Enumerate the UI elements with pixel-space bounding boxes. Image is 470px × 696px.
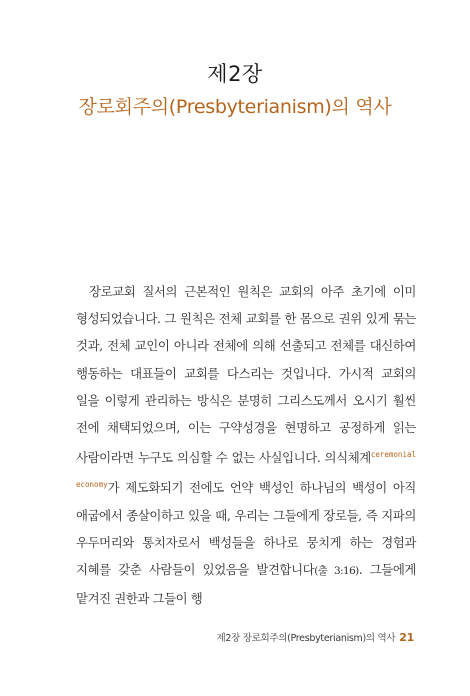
body-text-part-1: 장로교회 질서의 근본적인 원칙은 교회의 아주 초기에 이미 형성되었습니다. 그 원칙은 전체 교회를 한 몸으로 권위 있게 묶는 것과, 전체 교인이 아니라 전체에 의해 선출되고 전체를 대신하여 행동하는 대표들이 교회를 다스리는 것입니다. 가시적 교회의 일을 이렇게 관리하는 방식은 분명히 그리스도께서 오시기 훨씬 전에 채택되었으며, 이는 구약성경을 현명하고 공정하게 읽는 사람이라면 누구도 의심할 수 없는 사실입니다. 의식체계 [76, 284, 416, 466]
running-title: 제2장 장로회주의(Presbyterianism)의 역사 [216, 633, 396, 644]
page-number: 21 [399, 631, 414, 644]
body-text-part-2: 가 제도화되기 전에도 언약 백성인 하나님의 백성이 아직 애굽에서 종살이하고 있을 때, 우리는 그들에게 장로들, 즉 지파의 우두머리와 통치자로서 백성들을 하나로 뭉치게 하는 경험과 지혜를 갖춘 사람들이 있었음을 발견합니다 [76, 480, 416, 578]
chapter-number: 제2장 [207, 62, 263, 86]
body-text-part-3: . 그들에게 맡겨진 권한과 그들이 행 [76, 562, 417, 607]
body-paragraph [76, 278, 416, 612]
page-footer [217, 630, 415, 644]
ceremonial-economy-annotation: ceremonial economy [76, 450, 416, 490]
chapter-title: 장로회주의(Presbyterianism)의 역사 [78, 96, 392, 118]
scripture-reference: (출 3:16) [314, 565, 359, 578]
